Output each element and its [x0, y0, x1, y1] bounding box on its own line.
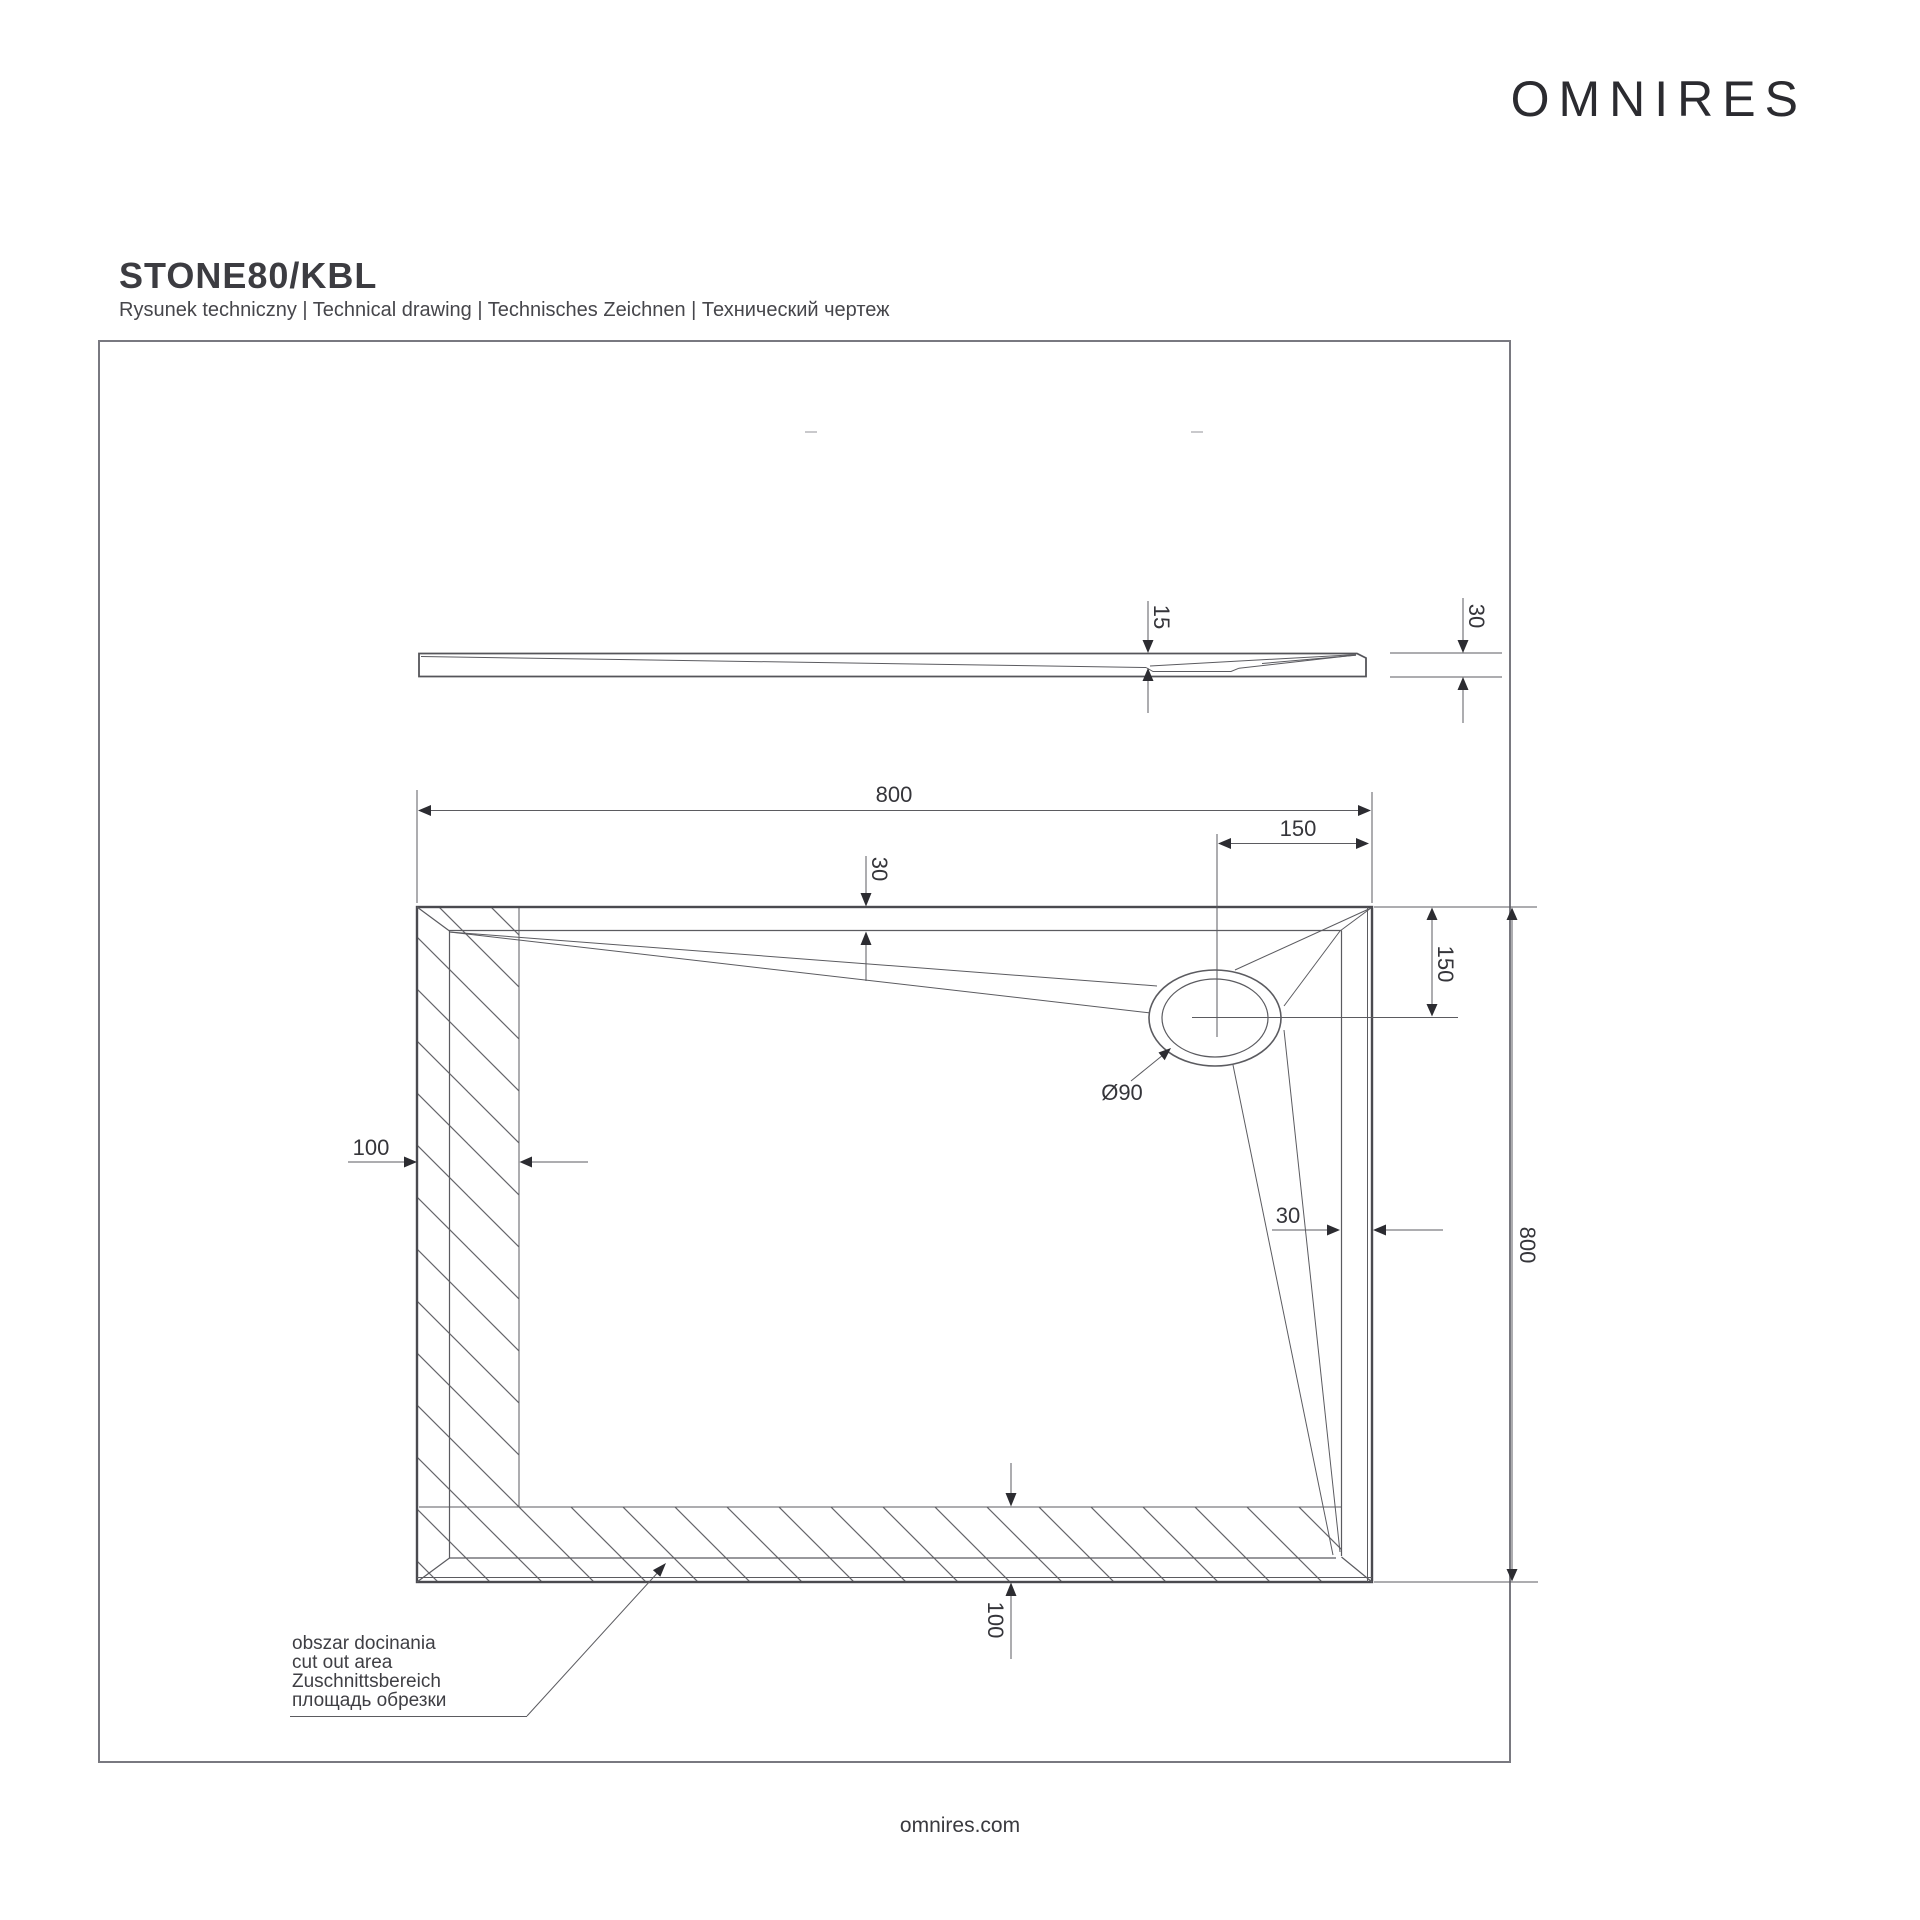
drain-offset-right-label: 150: [1433, 945, 1458, 983]
plan-view: [417, 834, 1458, 1582]
height-label: 800: [1515, 1226, 1540, 1264]
plan-dim-drain-offset-top: [1218, 816, 1369, 849]
drain-diameter-label: Ø90: [1101, 1080, 1143, 1105]
product-code-title: STONE80/KBL: [119, 255, 378, 296]
website-footer: omnires.com: [899, 1814, 1021, 1837]
brand-logo: OMNIRES: [1510, 71, 1807, 127]
plan-dim-rim-top: [861, 856, 893, 981]
note-line-en: cut out area: [292, 1652, 393, 1673]
drain-diameter-callout: [1101, 1048, 1660, 1577]
note-line-de: Zuschnittsbereich: [292, 1671, 441, 1692]
plan-dim-height: [1374, 907, 1540, 1582]
side-depth-label: 15: [1149, 604, 1174, 630]
side-view: [419, 654, 1366, 677]
plan-dim-rim-right: [1272, 1203, 1443, 1236]
cutout-note: [290, 1563, 666, 1717]
cut-bottom-label: 100: [983, 1601, 1008, 1639]
side-height-label: 30: [1464, 603, 1489, 629]
rim-right-label: 30: [1275, 1203, 1301, 1228]
side-profile-outline: [419, 654, 1366, 677]
rim-top-label: 30: [867, 856, 892, 882]
side-dim-depth: [1143, 601, 1175, 713]
side-dim-height: [1390, 598, 1502, 723]
cut-left-label: 100: [352, 1135, 390, 1160]
width-label: 800: [875, 782, 913, 807]
note-line-pl: obszar docinania: [292, 1633, 436, 1654]
drawing-subtitle: Rysunek techniczny | Technical drawing | Technisches Zeichnen | Технический чертеж: [119, 299, 890, 321]
plan-dim-drain-offset-right: [1427, 908, 1459, 1017]
note-line-ru: площадь обрезки: [292, 1690, 447, 1711]
drain-offset-top-label: 150: [1279, 816, 1317, 841]
